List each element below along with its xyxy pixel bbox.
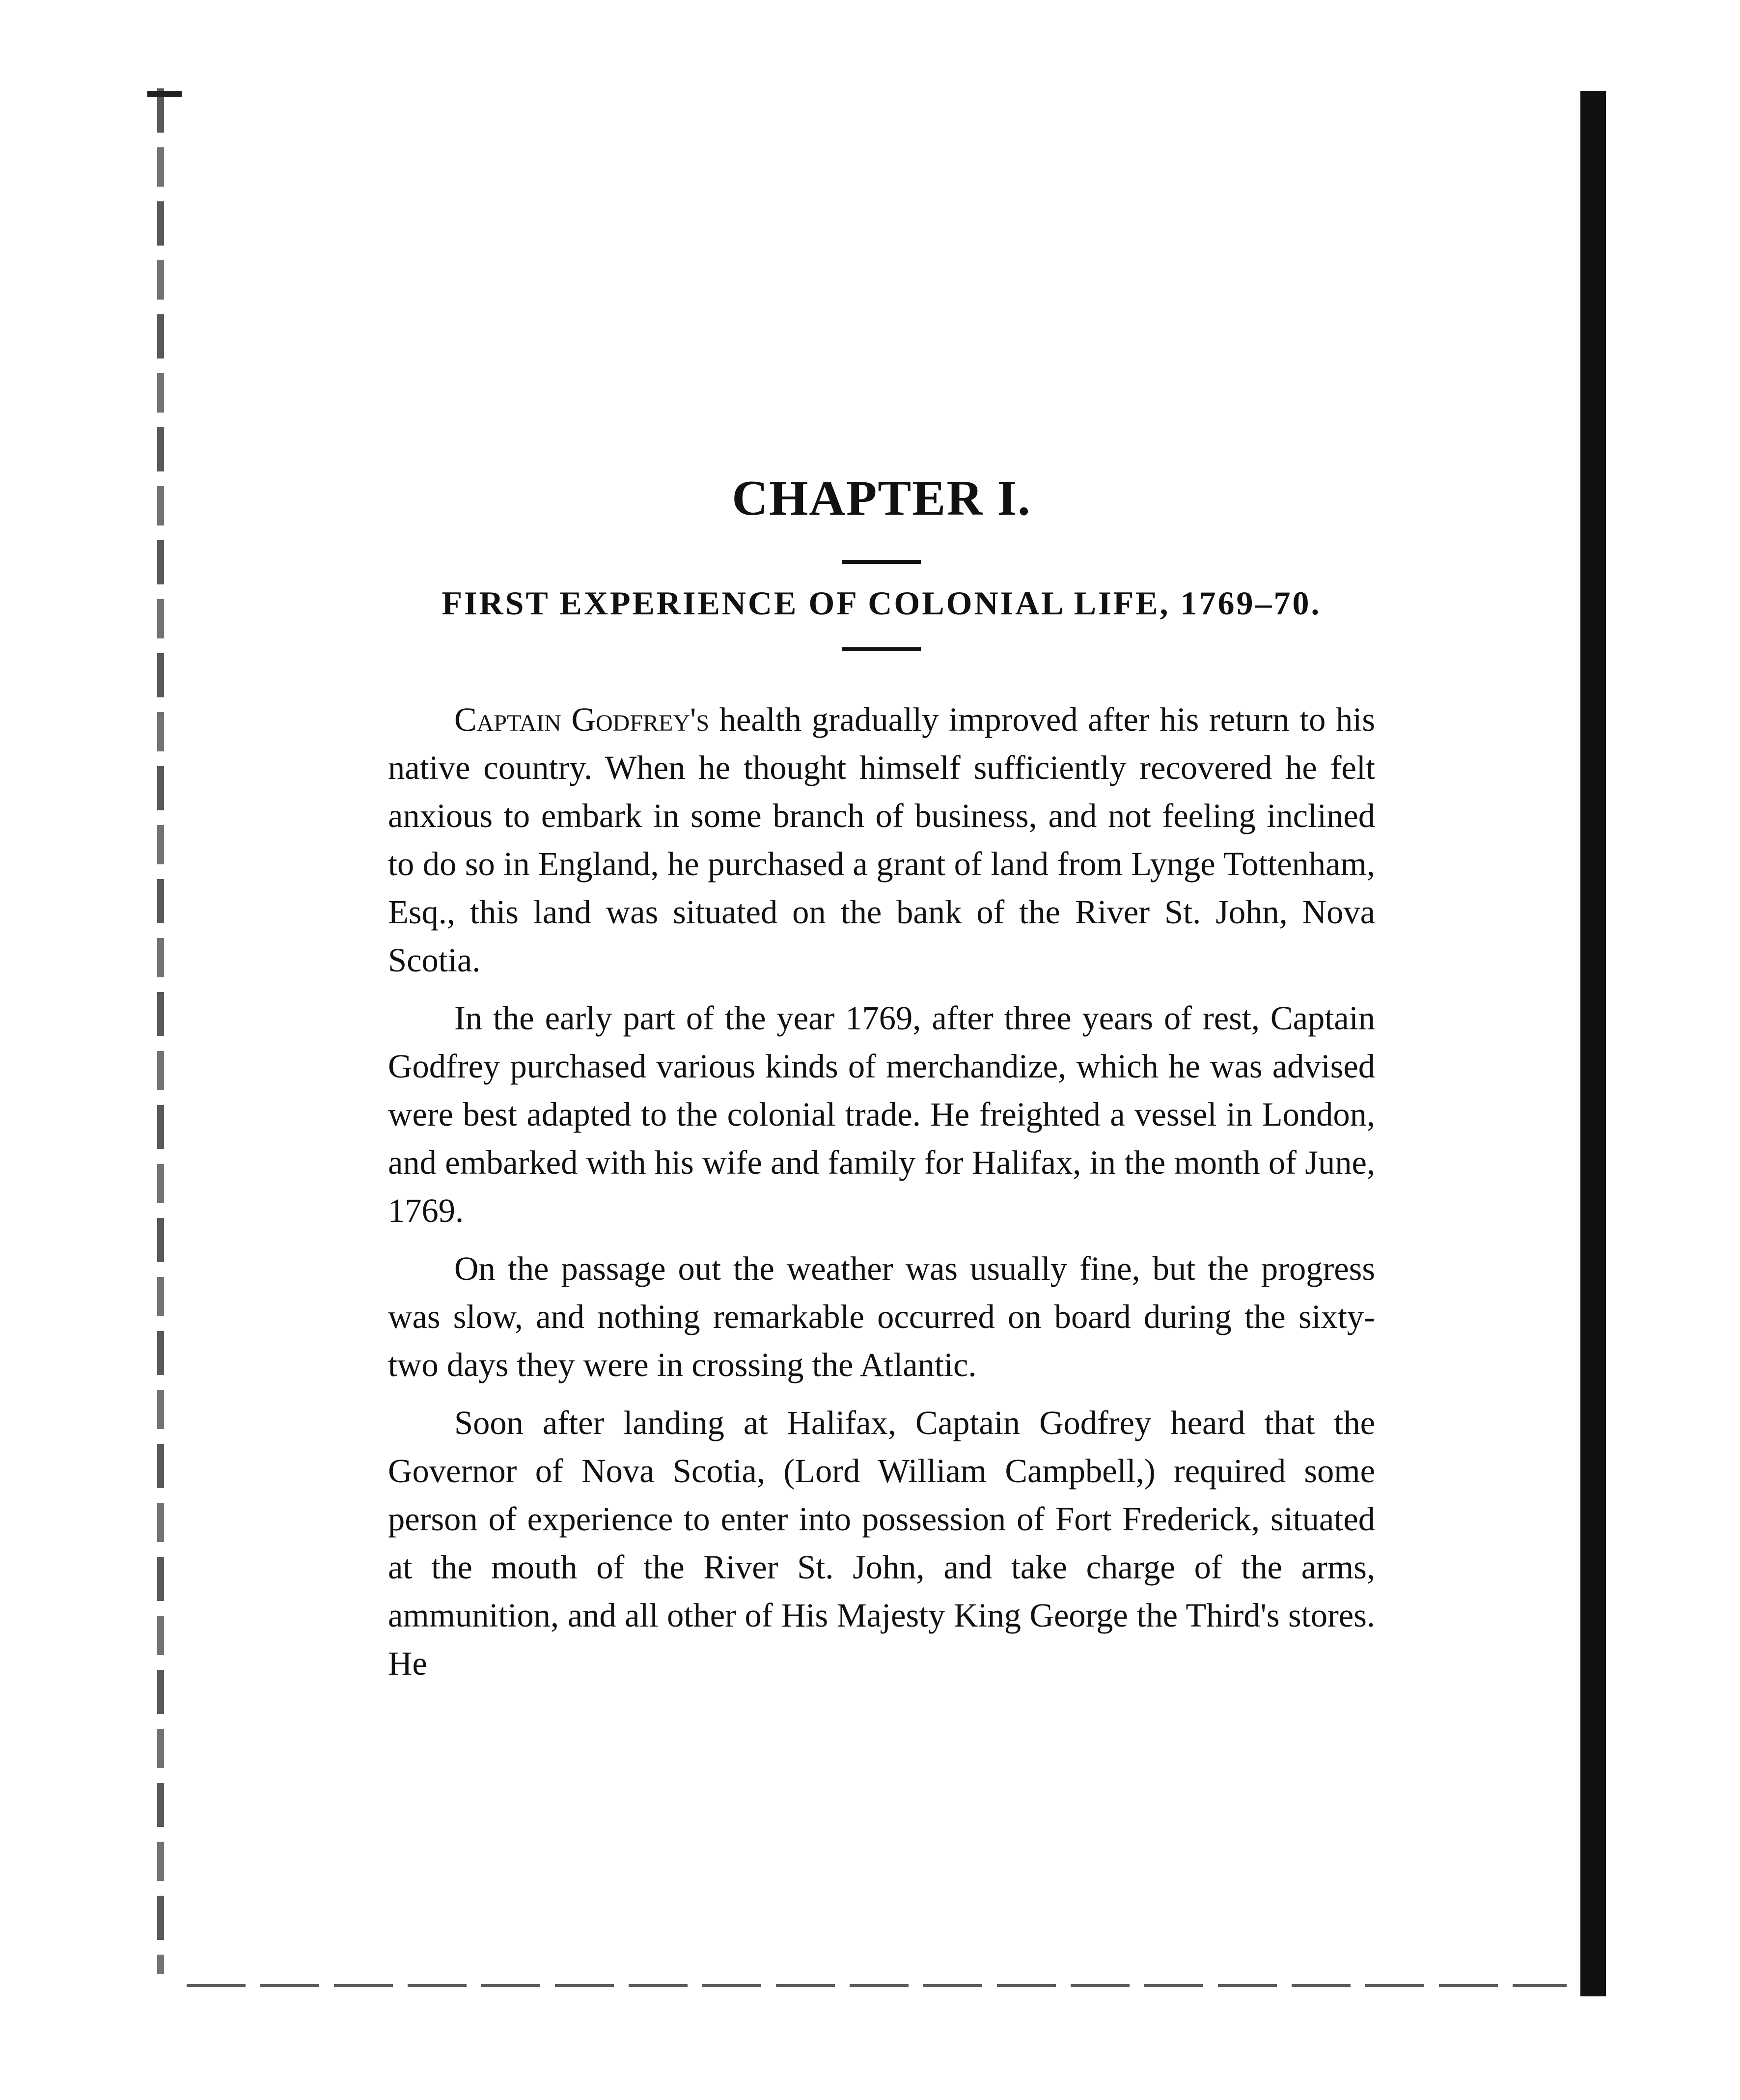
title-rule (842, 560, 921, 564)
paragraph-4: Soon after landing at Halifax, Captain Godfrey heard that the Governor of Nova Scotia, (Lord William Campbell,) required some person of experience to enter into possession of Fort Frederick, situated at the mouth of the River St. John, and take charge of the arms, ammunition, and all other of His Majesty King George the Third's stores. He (388, 1404, 1375, 1682)
chapter-subtitle: FIRST EXPERIENCE OF COLONIAL LIFE, 1769–70. (442, 584, 1322, 622)
scan-border-bottom (187, 1984, 1567, 1987)
chapter-title: CHAPTER I. (732, 470, 1031, 526)
scan-border-right (1580, 91, 1606, 1996)
paragraph-2: In the early part of the year 1769, after three years of rest, Captain Godfrey purchased various kinds of merchandize, which he was advised were best adapted to the colonial trade. He freighted a vessel in London, and embarked with his wife and family for Halifax, in the month of June, 1769. (388, 999, 1375, 1229)
scan-border-left (157, 88, 164, 1974)
subtitle-rule (842, 647, 921, 651)
paragraph-1-lead: Captain Godfrey's (454, 701, 710, 738)
chapter-body (388, 695, 1375, 1687)
paragraph-1-text: health gradually improved after his return to his native country. When he thought himself sufficiently recovered he felt anxious to embark in some branch of business, and not feeling inclined to do so in England, he purchased a grant of land from Lynge Tottenham, Esq., this land was situated on the bank of the River St. John, Nova Scotia. (388, 701, 1375, 979)
paragraph-1 (388, 695, 1375, 984)
scan-border-left-top (147, 91, 182, 97)
paragraph-3: On the passage out the weather was usually fine, but the progress was slow, and nothing remarkable occurred on board during the sixty-two days they were in crossing the Atlantic. (388, 1250, 1375, 1383)
book-page (388, 471, 1375, 1697)
